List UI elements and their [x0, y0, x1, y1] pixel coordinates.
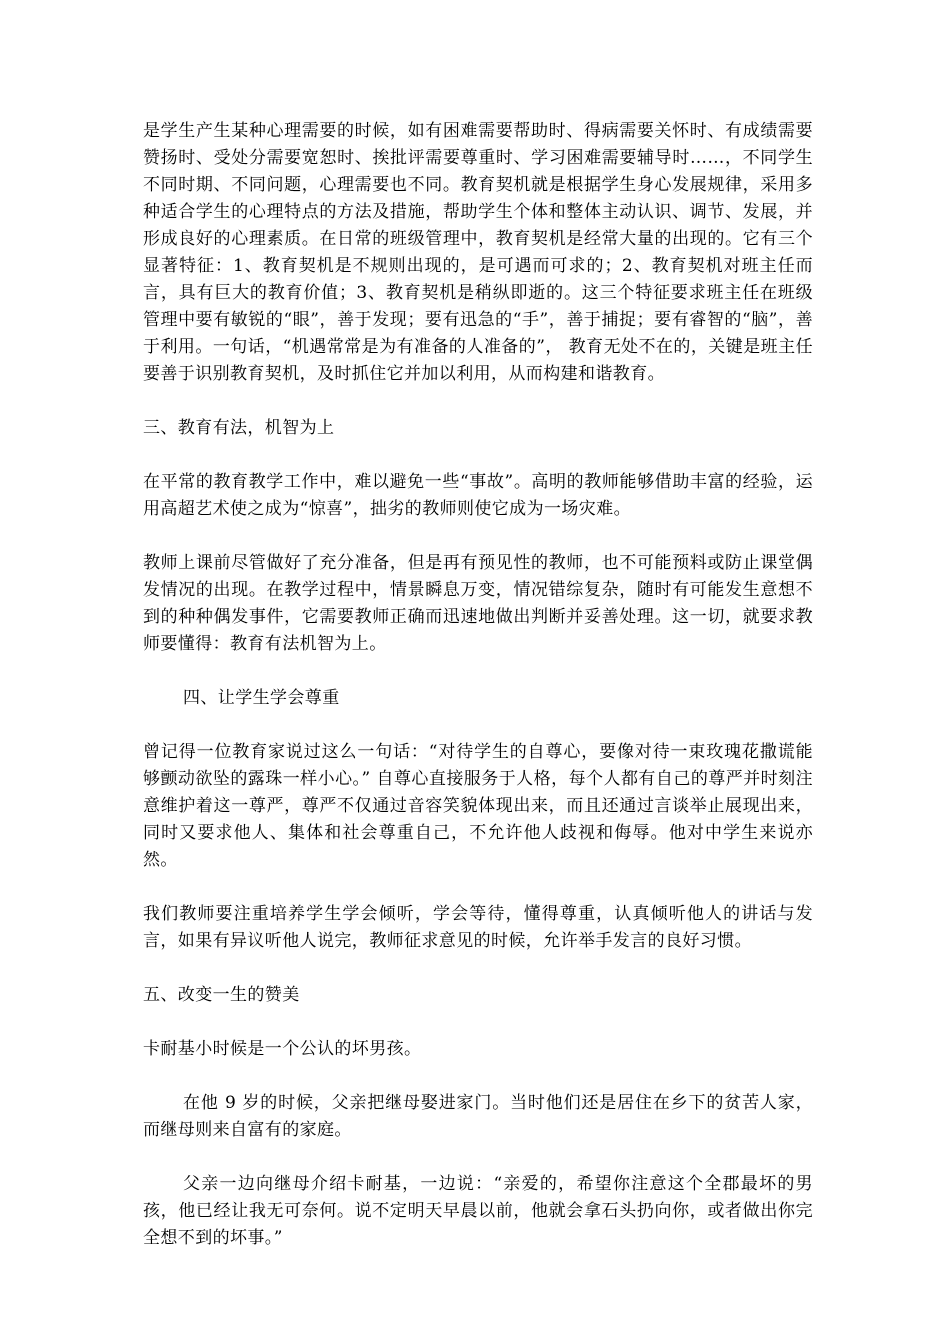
paragraph-carnegie-intro: 卡耐基小时候是一个公认的坏男孩。	[143, 1039, 422, 1059]
paragraph-accidents: 在平常的教育教学工作中，难以避免一些“事故”。高明的教师能够借助丰富的经验，运用高超艺术使之成为“惊喜”，拙劣的教师则使它成为一场灾难。	[143, 472, 813, 519]
section-heading-5: 五、改变一生的赞美	[143, 985, 300, 1005]
paragraph-father-quote: 父亲一边向继母介绍卡耐基，一边说：“亲爱的，希望你注意这个全郡最坏的男孩，他已经让我无可奈何。说不定明天早晨以前，他就会拿石头扔向你，或者做出你完全想不到的坏事。”	[143, 1174, 813, 1248]
section-heading-4: 四、让学生学会尊重	[183, 688, 340, 708]
document-body	[143, 118, 813, 1252]
paragraph-self-respect: 曾记得一位教育家说过这么一句话：“对待学生的自尊心，要像对待一束玫瑰花撒谎能够颤动欲坠的露珠一样小心。” 自尊心直接服务于人格，每个人都有自己的尊严并时刻注意维护着这一尊严，尊严不仅通过音容笑貌体现出来，而且还通过言谈举止展现出来，同时又要求他人、集体和社会尊重自己，不允许他人歧视和侮辱。他对中学生来说亦然。	[143, 742, 813, 870]
section-heading-3: 三、教育有法，机智为上	[143, 418, 335, 438]
paragraph-stepmother: 在他 9 岁的时候，父亲把继母娶进家门。当时他们还是居住在乡下的贫苦人家，而继母则来自富有的家庭。	[143, 1093, 813, 1140]
paragraph-classroom-incidents: 教师上课前尽管做好了充分准备，但是再有预见性的教师，也不可能预料或防止课堂偶发情况的出现。在教学过程中，情景瞬息万变，情况错综复杂，随时有可能发生意想不到的种种偶发事件，它需要教师正确而迅速地做出判断并妥善处理。这一切，就要求教师要懂得：教育有法机智为上。	[143, 553, 813, 654]
paragraph-education-opportunity: 是学生产生某种心理需要的时候，如有困难需要帮助时、得病需要关怀时、有成绩需要赞扬时、受处分需要宽恕时、挨批评需要尊重时、学习困难需要辅导时……，不同学生不同时期、不同问题，心理需要也不同。教育契机就是根据学生身心发展规律，采用多种适合学生的心理特点的方法及措施，帮助学生个体和整体主动认识、调节、发展，并形成良好的心理素质。在日常的班级管理中，教育契机是经常大量的出现的。它有三个显著特征：1、教育契机是不规则出现的，是可遇而可求的；2、教育契机对班主任而言，具有巨大的教育价值；3、教育契机是稍纵即逝的。这三个特征要求班主任在班级管理中要有敏锐的“眼”，善于发现；要有迅急的“手”，善于捕捉；要有睿智的“脑”，善于利用。一句话，“机遇常常是为有准备的人准备的”， 教育无处不在的，关键是班主任要善于识别教育契机，及时抓住它并加以利用，从而构建和谐教育。	[143, 121, 813, 384]
paragraph-listening: 我们教师要注重培养学生学会倾听，学会等待，懂得尊重，认真倾听他人的讲话与发言，如果有异议听他人说完，教师征求意见的时候，允许举手发言的良好习惯。	[143, 904, 813, 951]
